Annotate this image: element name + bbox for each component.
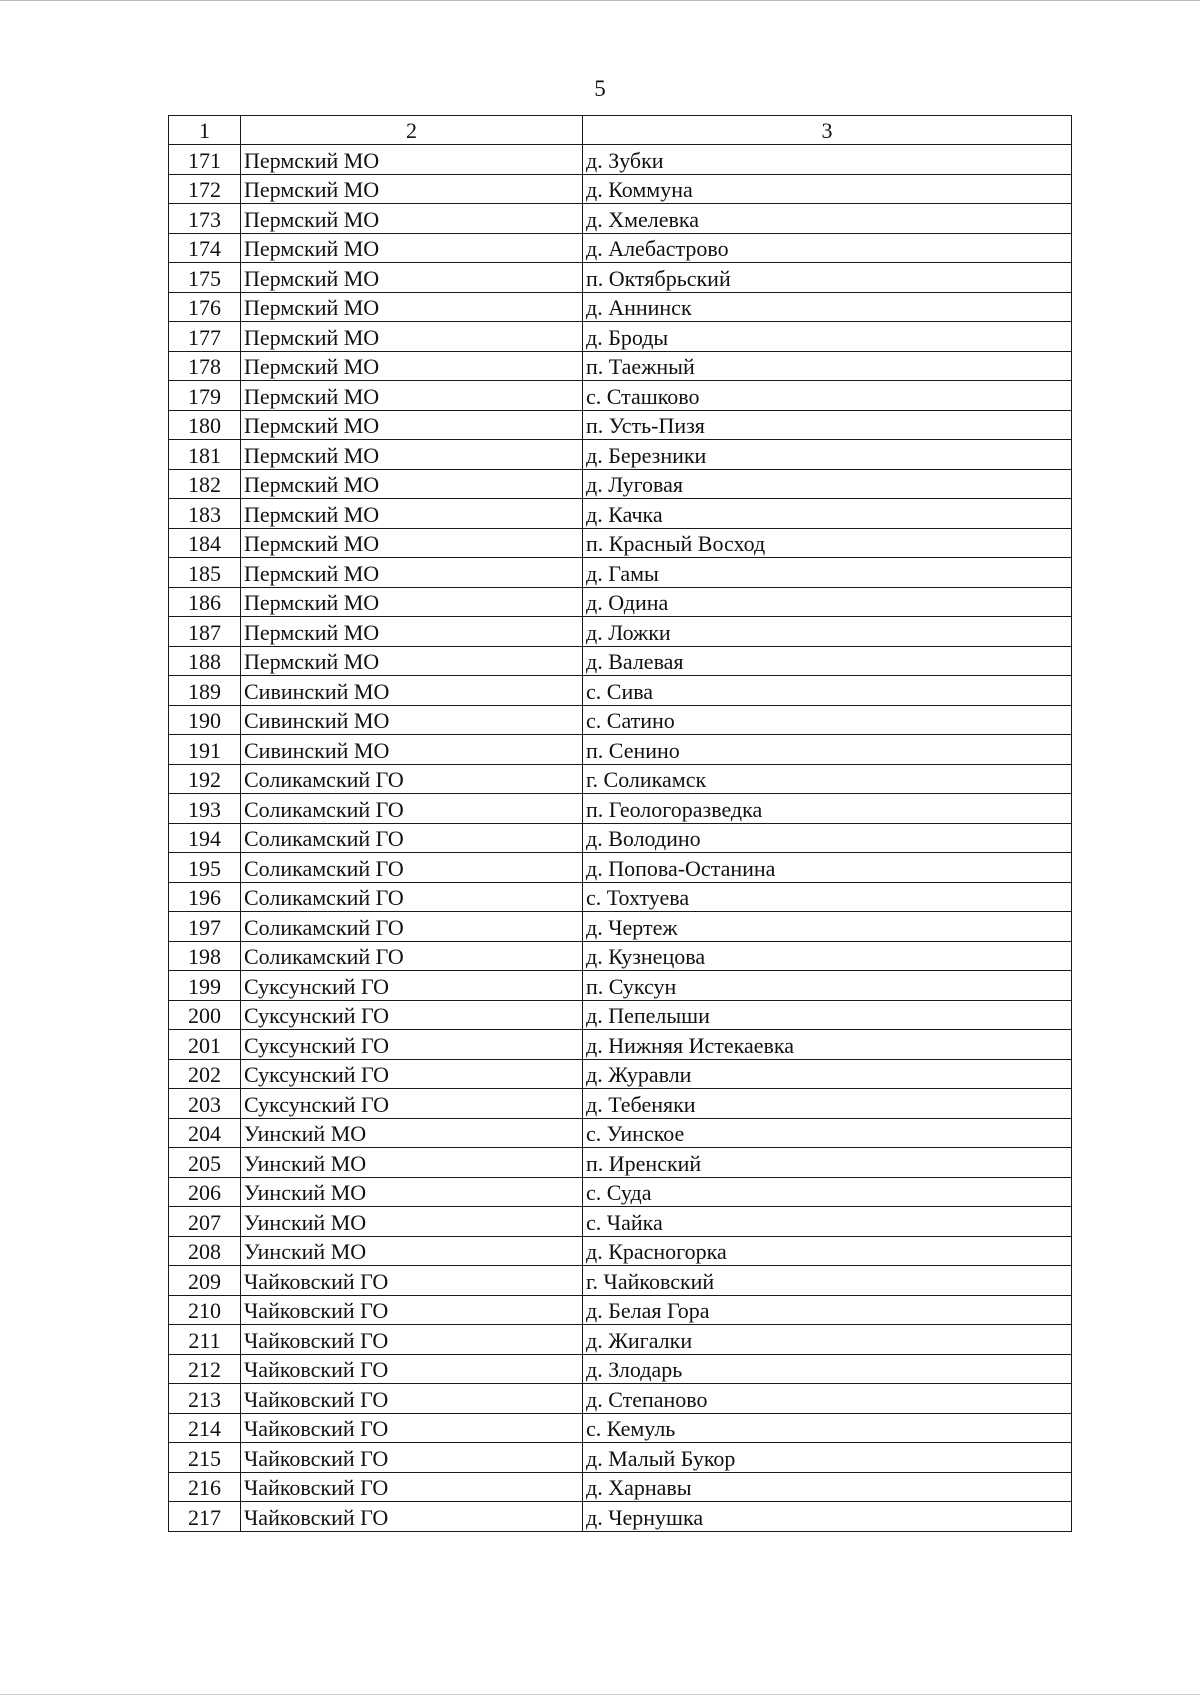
municipality-name: Пермский МО bbox=[241, 587, 583, 617]
municipality-name: Чайковский ГО bbox=[241, 1413, 583, 1443]
settlement-name: с. Кемуль bbox=[583, 1413, 1072, 1443]
municipality-name: Чайковский ГО bbox=[241, 1384, 583, 1414]
row-number: 214 bbox=[169, 1413, 241, 1443]
table-row bbox=[169, 1384, 1072, 1414]
settlement-name: п. Сенино bbox=[583, 735, 1072, 765]
row-number: 179 bbox=[169, 381, 241, 411]
settlement-name: д. Пепелыши bbox=[583, 1000, 1072, 1030]
municipality-name: Соликамский ГО bbox=[241, 823, 583, 853]
settlement-name: д. Ложки bbox=[583, 617, 1072, 647]
scan-bottom-edge bbox=[0, 1694, 1200, 1695]
table-row bbox=[169, 1295, 1072, 1325]
row-number: 172 bbox=[169, 174, 241, 204]
municipality-name: Сивинский МО bbox=[241, 735, 583, 765]
table-row bbox=[169, 1502, 1072, 1532]
row-number: 177 bbox=[169, 322, 241, 352]
table-row bbox=[169, 941, 1072, 971]
table-header bbox=[169, 116, 1072, 145]
table-row bbox=[169, 646, 1072, 676]
row-number: 211 bbox=[169, 1325, 241, 1355]
municipality-name: Пермский МО bbox=[241, 558, 583, 588]
settlement-name: с. Суда bbox=[583, 1177, 1072, 1207]
row-number: 193 bbox=[169, 794, 241, 824]
settlement-name: д. Броды bbox=[583, 322, 1072, 352]
settlement-name: д. Качка bbox=[583, 499, 1072, 529]
table-row bbox=[169, 233, 1072, 263]
settlement-name: д. Аннинск bbox=[583, 292, 1072, 322]
municipality-name: Сивинский МО bbox=[241, 705, 583, 735]
row-number: 203 bbox=[169, 1089, 241, 1119]
settlement-name: п. Усть-Пизя bbox=[583, 410, 1072, 440]
table-row bbox=[169, 1177, 1072, 1207]
table-row bbox=[169, 735, 1072, 765]
table-row bbox=[169, 1236, 1072, 1266]
row-number: 207 bbox=[169, 1207, 241, 1237]
settlement-name: п. Красный Восход bbox=[583, 528, 1072, 558]
settlements-table bbox=[168, 115, 1072, 1532]
municipality-name: Чайковский ГО bbox=[241, 1266, 583, 1296]
row-number: 209 bbox=[169, 1266, 241, 1296]
table-row bbox=[169, 1266, 1072, 1296]
municipality-name: Соликамский ГО bbox=[241, 794, 583, 824]
row-number: 196 bbox=[169, 882, 241, 912]
table-row bbox=[169, 1000, 1072, 1030]
column-header-number: 1 bbox=[169, 116, 241, 145]
municipality-name: Пермский МО bbox=[241, 263, 583, 293]
row-number: 186 bbox=[169, 587, 241, 617]
row-number: 184 bbox=[169, 528, 241, 558]
settlement-name: г. Соликамск bbox=[583, 764, 1072, 794]
settlement-name: с. Уинское bbox=[583, 1118, 1072, 1148]
row-number: 190 bbox=[169, 705, 241, 735]
table-row bbox=[169, 1325, 1072, 1355]
settlement-name: п. Таежный bbox=[583, 351, 1072, 381]
table-row bbox=[169, 499, 1072, 529]
municipality-name: Соликамский ГО bbox=[241, 941, 583, 971]
settlement-name: д. Чертеж bbox=[583, 912, 1072, 942]
municipality-name: Суксунский ГО bbox=[241, 1000, 583, 1030]
table-row bbox=[169, 794, 1072, 824]
table-row bbox=[169, 1354, 1072, 1384]
table-row bbox=[169, 882, 1072, 912]
table-row bbox=[169, 1118, 1072, 1148]
row-number: 199 bbox=[169, 971, 241, 1001]
table-row bbox=[169, 292, 1072, 322]
table-row bbox=[169, 263, 1072, 293]
municipality-name: Пермский МО bbox=[241, 292, 583, 322]
municipality-name: Сивинский МО bbox=[241, 676, 583, 706]
settlement-name: д. Одина bbox=[583, 587, 1072, 617]
municipality-name: Уинский МО bbox=[241, 1207, 583, 1237]
table-row bbox=[169, 1413, 1072, 1443]
row-number: 182 bbox=[169, 469, 241, 499]
municipality-name: Пермский МО bbox=[241, 204, 583, 234]
table-row bbox=[169, 558, 1072, 588]
municipality-name: Суксунский ГО bbox=[241, 1089, 583, 1119]
settlement-name: д. Хмелевка bbox=[583, 204, 1072, 234]
table-row bbox=[169, 617, 1072, 647]
settlement-name: с. Сташково bbox=[583, 381, 1072, 411]
table-row bbox=[169, 410, 1072, 440]
settlement-name: д. Харнавы bbox=[583, 1472, 1072, 1502]
municipality-name: Пермский МО bbox=[241, 381, 583, 411]
municipality-name: Суксунский ГО bbox=[241, 1030, 583, 1060]
settlement-name: д. Коммуна bbox=[583, 174, 1072, 204]
row-number: 175 bbox=[169, 263, 241, 293]
table-row bbox=[169, 705, 1072, 735]
row-number: 180 bbox=[169, 410, 241, 440]
table-row bbox=[169, 1207, 1072, 1237]
table-row bbox=[169, 440, 1072, 470]
page-number: 5 bbox=[594, 76, 606, 101]
table-row bbox=[169, 971, 1072, 1001]
table-row bbox=[169, 351, 1072, 381]
table-row bbox=[169, 528, 1072, 558]
row-number: 187 bbox=[169, 617, 241, 647]
settlement-name: д. Володино bbox=[583, 823, 1072, 853]
table-row bbox=[169, 322, 1072, 352]
table-row bbox=[169, 823, 1072, 853]
table-body bbox=[169, 145, 1072, 1532]
row-number: 176 bbox=[169, 292, 241, 322]
row-number: 202 bbox=[169, 1059, 241, 1089]
settlement-name: д. Березники bbox=[583, 440, 1072, 470]
row-number: 197 bbox=[169, 912, 241, 942]
settlement-name: д. Журавли bbox=[583, 1059, 1072, 1089]
table-row bbox=[169, 912, 1072, 942]
scan-top-edge bbox=[0, 0, 1200, 1]
municipality-name: Уинский МО bbox=[241, 1236, 583, 1266]
row-number: 194 bbox=[169, 823, 241, 853]
municipality-name: Соликамский ГО bbox=[241, 853, 583, 883]
row-number: 178 bbox=[169, 351, 241, 381]
table-row bbox=[169, 1443, 1072, 1473]
settlement-name: д. Гамы bbox=[583, 558, 1072, 588]
table-row bbox=[169, 764, 1072, 794]
row-number: 173 bbox=[169, 204, 241, 234]
settlement-name: д. Злодарь bbox=[583, 1354, 1072, 1384]
municipality-name: Чайковский ГО bbox=[241, 1325, 583, 1355]
header-row bbox=[169, 116, 1072, 145]
settlement-name: г. Чайковский bbox=[583, 1266, 1072, 1296]
settlement-name: п. Иренский bbox=[583, 1148, 1072, 1178]
municipality-name: Пермский МО bbox=[241, 440, 583, 470]
table-row bbox=[169, 469, 1072, 499]
settlement-name: с. Сатино bbox=[583, 705, 1072, 735]
settlement-name: с. Тохтуева bbox=[583, 882, 1072, 912]
row-number: 183 bbox=[169, 499, 241, 529]
table-row bbox=[169, 381, 1072, 411]
row-number: 171 bbox=[169, 145, 241, 175]
municipality-name: Чайковский ГО bbox=[241, 1502, 583, 1532]
column-header-settlement: 3 bbox=[583, 116, 1072, 145]
table-row bbox=[169, 587, 1072, 617]
row-number: 174 bbox=[169, 233, 241, 263]
municipality-name: Уинский МО bbox=[241, 1118, 583, 1148]
municipality-name: Чайковский ГО bbox=[241, 1443, 583, 1473]
row-number: 212 bbox=[169, 1354, 241, 1384]
row-number: 192 bbox=[169, 764, 241, 794]
row-number: 204 bbox=[169, 1118, 241, 1148]
row-number: 215 bbox=[169, 1443, 241, 1473]
row-number: 201 bbox=[169, 1030, 241, 1060]
municipality-name: Уинский МО bbox=[241, 1148, 583, 1178]
municipality-name: Пермский МО bbox=[241, 617, 583, 647]
row-number: 217 bbox=[169, 1502, 241, 1532]
settlement-name: п. Октябрьский bbox=[583, 263, 1072, 293]
municipality-name: Пермский МО bbox=[241, 233, 583, 263]
municipality-name: Суксунский ГО bbox=[241, 971, 583, 1001]
settlement-name: д. Нижняя Истекаевка bbox=[583, 1030, 1072, 1060]
municipality-name: Пермский МО bbox=[241, 528, 583, 558]
table-row bbox=[169, 676, 1072, 706]
settlement-name: д. Жигалки bbox=[583, 1325, 1072, 1355]
settlement-name: д. Попова-Останина bbox=[583, 853, 1072, 883]
settlement-name: д. Степаново bbox=[583, 1384, 1072, 1414]
municipality-name: Соликамский ГО bbox=[241, 764, 583, 794]
municipality-name: Пермский МО bbox=[241, 410, 583, 440]
row-number: 191 bbox=[169, 735, 241, 765]
settlement-name: д. Белая Гора bbox=[583, 1295, 1072, 1325]
row-number: 198 bbox=[169, 941, 241, 971]
row-number: 188 bbox=[169, 646, 241, 676]
municipality-name: Пермский МО bbox=[241, 322, 583, 352]
settlement-name: д. Чернушка bbox=[583, 1502, 1072, 1532]
row-number: 210 bbox=[169, 1295, 241, 1325]
settlement-name: с. Чайка bbox=[583, 1207, 1072, 1237]
settlement-name: п. Суксун bbox=[583, 971, 1072, 1001]
row-number: 181 bbox=[169, 440, 241, 470]
table-row bbox=[169, 145, 1072, 175]
municipality-name: Соликамский ГО bbox=[241, 882, 583, 912]
municipality-name: Соликамский ГО bbox=[241, 912, 583, 942]
table-row bbox=[169, 174, 1072, 204]
municipality-name: Чайковский ГО bbox=[241, 1295, 583, 1325]
municipality-name: Пермский МО bbox=[241, 469, 583, 499]
settlement-name: д. Малый Букор bbox=[583, 1443, 1072, 1473]
row-number: 208 bbox=[169, 1236, 241, 1266]
row-number: 216 bbox=[169, 1472, 241, 1502]
municipality-name: Уинский МО bbox=[241, 1177, 583, 1207]
settlement-name: с. Сива bbox=[583, 676, 1072, 706]
settlement-name: д. Тебеняки bbox=[583, 1089, 1072, 1119]
municipality-name: Пермский МО bbox=[241, 351, 583, 381]
row-number: 200 bbox=[169, 1000, 241, 1030]
table-row bbox=[169, 1089, 1072, 1119]
row-number: 206 bbox=[169, 1177, 241, 1207]
settlement-name: п. Геологоразведка bbox=[583, 794, 1072, 824]
table-row bbox=[169, 1030, 1072, 1060]
row-number: 205 bbox=[169, 1148, 241, 1178]
row-number: 185 bbox=[169, 558, 241, 588]
table-row bbox=[169, 1059, 1072, 1089]
table-row bbox=[169, 853, 1072, 883]
table-row bbox=[169, 204, 1072, 234]
row-number: 195 bbox=[169, 853, 241, 883]
municipality-name: Пермский МО bbox=[241, 499, 583, 529]
table-row bbox=[169, 1472, 1072, 1502]
municipality-name: Пермский МО bbox=[241, 174, 583, 204]
table-row bbox=[169, 1148, 1072, 1178]
row-number: 213 bbox=[169, 1384, 241, 1414]
settlement-name: д. Валевая bbox=[583, 646, 1072, 676]
municipality-name: Пермский МО bbox=[241, 145, 583, 175]
settlement-name: д. Зубки bbox=[583, 145, 1072, 175]
municipality-name: Чайковский ГО bbox=[241, 1472, 583, 1502]
settlement-name: д. Кузнецова bbox=[583, 941, 1072, 971]
municipality-name: Пермский МО bbox=[241, 646, 583, 676]
settlement-name: д. Луговая bbox=[583, 469, 1072, 499]
column-header-municipality: 2 bbox=[241, 116, 583, 145]
municipality-name: Чайковский ГО bbox=[241, 1354, 583, 1384]
municipality-name: Суксунский ГО bbox=[241, 1059, 583, 1089]
row-number: 189 bbox=[169, 676, 241, 706]
settlement-name: д. Алебастрово bbox=[583, 233, 1072, 263]
settlement-name: д. Красногорка bbox=[583, 1236, 1072, 1266]
